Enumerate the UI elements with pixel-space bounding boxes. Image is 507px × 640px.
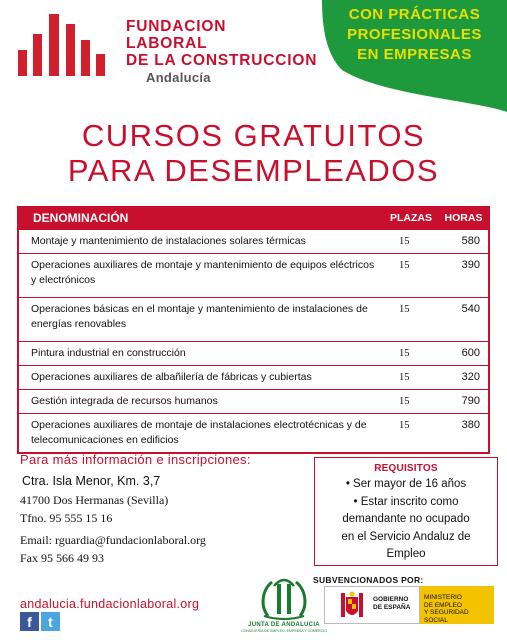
- course-places: 15: [383, 297, 439, 341]
- title-line-2: PARA DESEMPLEADOS: [67, 153, 440, 188]
- website-link[interactable]: andalucia.fundacionlaboral.org: [20, 597, 200, 611]
- course-places: 15: [383, 365, 439, 389]
- course-name: Operaciones auxiliares de albañilería de fábricas y cubiertas: [18, 365, 383, 389]
- courses-table: [17, 206, 490, 454]
- org-name-line: LABORAL: [126, 35, 208, 52]
- subsidized-label: SUBVENCIONADOS POR:: [313, 575, 424, 585]
- title-line-1: CURSOS GRATUITOS: [81, 118, 426, 153]
- table-row: [18, 389, 489, 413]
- course-places: 15: [383, 229, 439, 253]
- course-name: Gestión integrada de recursos humanos: [18, 389, 383, 413]
- course-places: 15: [383, 413, 439, 453]
- header-horas: HORAS: [439, 207, 489, 229]
- ministry-line: DE EMPLEO: [424, 601, 462, 609]
- course-name: Pintura industrial en construcción: [18, 341, 383, 365]
- promo-line: CON PRÁCTICAS: [348, 6, 481, 23]
- course-places: 15: [383, 253, 439, 297]
- contact-heading: Para más información e inscripciones:: [20, 452, 251, 467]
- org-name: [126, 18, 317, 69]
- course-hours: 580: [439, 229, 489, 253]
- requirement-item: • Estar inscrito como: [353, 495, 459, 508]
- promo-line: PROFESIONALES: [347, 26, 482, 43]
- requirements-title: REQUISITOS: [374, 463, 438, 474]
- requirement-item: • Ser mayor de 16 años: [345, 478, 467, 490]
- table-row: [18, 253, 489, 297]
- address-line: Ctra. Isla Menor, Km. 3,7: [22, 474, 161, 488]
- junta-label: JUNTA DE ANDALUCIA: [248, 622, 320, 628]
- course-name: Operaciones auxiliares de montaje de instalaciones electrotécnicas y de telecomunicaciones en edificios: [18, 413, 383, 453]
- email-address[interactable]: Email: rguardia@fundacionlaboral.org: [20, 532, 206, 547]
- address-line: 41700 Dos Hermanas (Sevilla): [20, 492, 169, 507]
- ministry-line: Y SEGURIDAD SOCIAL: [424, 609, 469, 624]
- course-places: 15: [383, 341, 439, 365]
- course-hours: 790: [439, 389, 489, 413]
- government-logo: [324, 586, 494, 624]
- table-header-row: [18, 207, 489, 229]
- course-hours: 320: [439, 365, 489, 389]
- course-hours: 540: [439, 297, 489, 341]
- table-row: [18, 229, 489, 253]
- table-row: [18, 413, 489, 453]
- junta-sub: CONSEJERÍA DE EMPLEO, EMPRESA Y COMERCIO: [241, 629, 327, 633]
- org-name-line: FUNDACION: [126, 18, 227, 35]
- fax-number: Fax 95 566 49 93: [20, 551, 104, 565]
- ministry-line: MINISTERIO: [424, 594, 462, 601]
- table-row: [18, 341, 489, 365]
- course-hours: 380: [439, 413, 489, 453]
- course-name: Montaje y mantenimiento de instalaciones solares térmicas: [18, 229, 383, 253]
- promo-line: EN EMPRESAS: [357, 46, 472, 63]
- requirement-item: demandante no ocupado: [342, 513, 470, 525]
- org-region: Andalucía: [146, 70, 211, 85]
- table-row: [18, 297, 489, 341]
- gov-line: GOBIERNO: [373, 596, 409, 603]
- course-name: Operaciones básicas en el montaje y mantenimiento de instalaciones de energías renovables: [18, 297, 383, 341]
- practicas-badge: [322, 0, 507, 112]
- phone-number[interactable]: Tfno. 95 555 15 16: [20, 511, 113, 525]
- table-row: [18, 365, 489, 389]
- spain-coat-of-arms-icon: [339, 591, 365, 621]
- social-links: [20, 612, 60, 631]
- requirement-item: en el Servicio Andaluz de: [341, 530, 471, 543]
- course-hours: 600: [439, 341, 489, 365]
- page-title: [0, 118, 507, 188]
- twitter-icon[interactable]: t: [41, 612, 60, 631]
- course-name: Operaciones auxiliares de montaje y mantenimiento de equipos eléctricos y electrónicos: [18, 253, 383, 297]
- header-denominacion: DENOMINACIÓN: [18, 207, 383, 229]
- contact-details: [20, 472, 206, 568]
- requirements-box: [314, 457, 498, 566]
- org-name-line: DE LA CONSTRUCCION: [126, 52, 318, 69]
- requirement-item: Empleo: [386, 548, 426, 560]
- facebook-icon[interactable]: f: [20, 612, 39, 631]
- gov-line: DE ESPAÑA: [373, 603, 411, 611]
- course-hours: 390: [439, 253, 489, 297]
- fundacion-logo-bars: [18, 14, 118, 76]
- course-places: 15: [383, 389, 439, 413]
- header-plazas: PLAZAS: [383, 207, 439, 229]
